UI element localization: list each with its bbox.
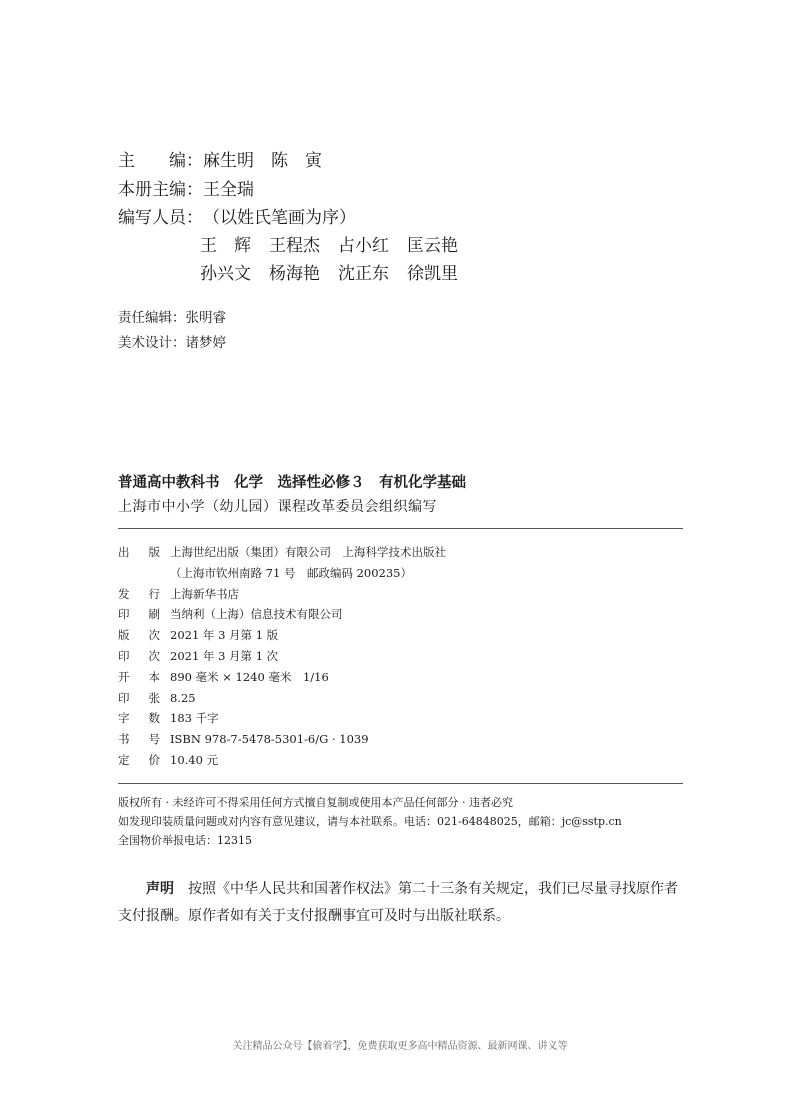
copyright-note: 版权所有 · 未经许可不得采用任何方式擅自复制或使用本产品任何部分 · 违者必究 bbox=[118, 796, 513, 809]
info-key: 书 bbox=[118, 732, 130, 747]
info-row bbox=[118, 688, 683, 709]
info-key: 次 bbox=[148, 628, 160, 643]
info-value: 上海新华书店 bbox=[170, 586, 239, 601]
writer-name: 孙兴文 bbox=[200, 264, 251, 284]
info-value: 2021 年 3 月第 1 次 bbox=[170, 648, 279, 663]
copyright-statement bbox=[118, 876, 683, 930]
info-row bbox=[118, 667, 683, 688]
price-report-note: 全国物价举报电话：12315 bbox=[118, 834, 252, 847]
chief-editor-value: 麻生明 陈 寅 bbox=[203, 151, 322, 171]
info-value: ISBN 978-7-5478-5301-6/G · 1039 bbox=[170, 732, 369, 747]
info-row bbox=[118, 646, 683, 667]
info-row bbox=[118, 625, 683, 646]
writers-row-1 bbox=[200, 231, 476, 256]
writer-name: 徐凯里 bbox=[407, 264, 458, 284]
info-row bbox=[118, 584, 683, 605]
info-key: 号 bbox=[148, 732, 160, 747]
writer-name: 匡云艳 bbox=[407, 236, 458, 256]
book-title: 普通高中教科书 化学 选择性必修３ 有机化学基础 bbox=[118, 475, 466, 491]
divider-bottom bbox=[118, 783, 683, 784]
art-designer: 美术设计：诸梦婷 bbox=[118, 335, 226, 351]
writers-label: 编写人员： bbox=[118, 208, 203, 228]
writer-name: 王程杰 bbox=[269, 236, 320, 256]
info-key: 印 bbox=[118, 607, 130, 622]
info-key: 印 bbox=[118, 648, 130, 663]
info-key: 本 bbox=[148, 669, 160, 684]
info-key: 版 bbox=[148, 545, 160, 559]
info-key: 行 bbox=[148, 586, 160, 601]
info-key: 张 bbox=[148, 690, 160, 705]
writer-name: 沈正东 bbox=[338, 264, 389, 284]
chief-editor-label: 主 编： bbox=[118, 151, 203, 171]
divider-top bbox=[118, 528, 683, 529]
info-key: 开 bbox=[118, 669, 130, 684]
info-value: 890 毫米 × 1240 毫米 1/16 bbox=[170, 669, 329, 684]
info-key: 出 bbox=[118, 545, 130, 559]
writer-name: 杨海艳 bbox=[269, 264, 320, 284]
statement-heading: 声明 bbox=[146, 881, 174, 897]
writer-name: 王 辉 bbox=[200, 236, 251, 256]
responsible-editor: 责任编辑：张明睿 bbox=[118, 310, 226, 326]
info-value: 当纳利（上海）信息技术有限公司 bbox=[170, 607, 343, 622]
statement-body: 按照《中华人民共和国著作权法》第二十三条有关规定，我们已尽量寻找原作者支付报酬。原作者如有关于支付报酬事宜可及时与出版社联系。 bbox=[118, 881, 678, 924]
info-key: 次 bbox=[148, 648, 160, 663]
writers-line bbox=[118, 203, 356, 228]
volume-editor-label: 本册主编： bbox=[118, 180, 203, 200]
info-row bbox=[118, 708, 683, 729]
info-key: 刷 bbox=[148, 607, 160, 622]
info-row bbox=[118, 604, 683, 625]
footer-note: 关注精品公众号【偷着学】，免费获取更多高中精品资源、最新网课、讲义等 bbox=[232, 1041, 568, 1052]
publication-info bbox=[118, 542, 683, 771]
chief-editor-line bbox=[118, 146, 322, 171]
info-row bbox=[118, 563, 683, 584]
info-row bbox=[118, 729, 683, 750]
writer-name: 占小红 bbox=[338, 236, 389, 256]
writers-note: （以姓氏笔画为序） bbox=[203, 208, 356, 228]
info-value: 10.40 元 bbox=[170, 752, 219, 767]
info-row bbox=[118, 750, 683, 771]
info-value: 2021 年 3 月第 1 版 bbox=[170, 628, 279, 643]
info-key: 数 bbox=[148, 711, 160, 726]
volume-editor-line bbox=[118, 175, 254, 200]
writers-row-2 bbox=[200, 259, 476, 284]
legal-notes bbox=[118, 793, 622, 850]
info-value: （上海市钦州南路 71 号 邮政编码 200235） bbox=[170, 565, 412, 580]
info-key: 发 bbox=[118, 586, 130, 601]
info-key: 版 bbox=[118, 628, 130, 643]
info-value: 上海世纪出版（集团）有限公司 上海科学技术出版社 bbox=[170, 545, 446, 559]
info-key: 定 bbox=[118, 752, 130, 767]
info-value: 183 千字 bbox=[170, 711, 219, 726]
volume-editor-value: 王全瑞 bbox=[203, 180, 254, 200]
info-key: 字 bbox=[118, 711, 130, 726]
info-key: 印 bbox=[118, 690, 130, 705]
book-organization: 上海市中小学（幼儿园）课程改革委员会组织编写 bbox=[118, 499, 437, 515]
quality-note: 如发现印装质量问题或对内容有意见建议，请与本社联系。电话：021-64848025，邮箱：jc@sstp.cn bbox=[118, 815, 622, 828]
info-value: 8.25 bbox=[170, 690, 196, 705]
info-row bbox=[118, 542, 683, 563]
info-key: 价 bbox=[148, 752, 160, 767]
